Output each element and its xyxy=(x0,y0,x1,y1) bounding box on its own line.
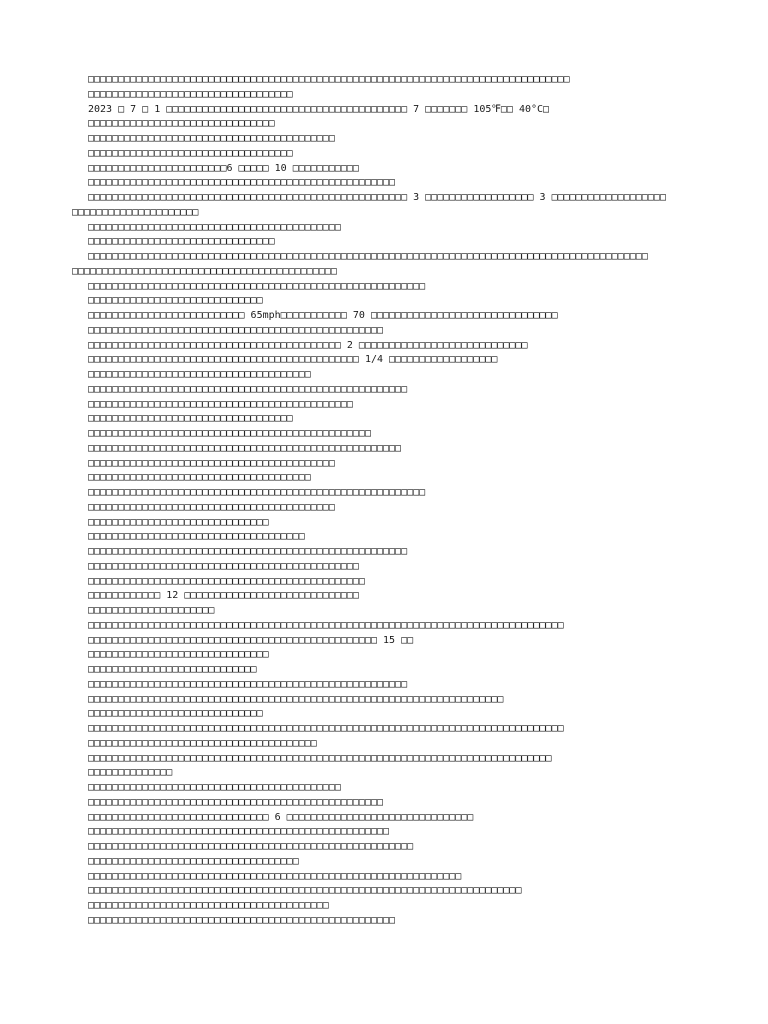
text-line: □□□□□□□□□□□□□□□□□□□□□□□□□□□□□□□□□□□□□□□□□□□□□□□□ 15 □□ xyxy=(88,634,414,646)
text-line: □□□□□□□□□□□□□□□□□□□□□□□□□□□□□ xyxy=(88,295,263,307)
text-line: □□□□□□□□□□□□□□□□□□□□□□□□□□□□□□□□□□□□□□□□□□□□□□□□□□□□□□ xyxy=(88,841,414,852)
text-line: □□□□□□□□□□□□□□ xyxy=(88,767,173,779)
text-line: □□□□□□□□□□□□□□□□□□□□□□□□□□□□□□□□□□□□□□□□□ xyxy=(88,501,335,513)
text-line: □□□□□□□□□□□□□□□□□□□□□□□□□□□□□□□□□□□□□ xyxy=(88,472,311,484)
text-line: □□□□□□□□□□□□□□□□□□□□□□□□□□□□□□□□□□□□□□□□□□□□□□□□□□ xyxy=(88,826,390,838)
text-line: □□□□□□□□□□□□□□□□□□□□□□□□□□□□□□□□□□□□□□□□□□□□□□□□□ xyxy=(88,796,384,808)
text-line: □□□□□□□□□□□□□□□□□□□□□□□□□□□□□□□□□□ xyxy=(88,147,293,159)
text-line: □□□□□□□□□□□□□□□□□□□□□□□□□□□□□□□□□□□□□□□□□□□□ xyxy=(88,398,353,410)
text-line: □□□□□□□□□□□□□□□□□□□□□□□□□□□□□□□□□□□□□□□□□□□□ xyxy=(72,265,337,277)
text-line: □□□□□□□□□□□□ 12 □□□□□□□□□□□□□□□□□□□□□□□□□□□□□ xyxy=(88,590,359,602)
text-line: □□□□□□□□□□□□□□□□□□□□□□□6 □□□□□ 10 □□□□□□□□□□□ xyxy=(88,162,359,174)
text-line: 2023 □ 7 □ 1 □□□□□□□□□□□□□□□□□□□□□□□□□□□□□□□□□□□□□□□□ 7 □□□□□□□ 105℉□□ 40°C□ xyxy=(88,103,550,115)
text-line: □□□□□□□□□□□□□□□□□□□□□□□□□□□□□□□□□□□□□□□□□□□□□□□□□□□□□ xyxy=(88,678,408,690)
text-line: □□□□□□□□□□□□□□□□□□□□□□□□□□□□□□□□□□□□□□□□□□□□□□□□□□□□□□□□□□□□□□□□□□□□□□□□□□□□□□□□□□□□□□□□□□□□□ xyxy=(88,251,648,262)
text-line: □□□□□□□□□□□□□□□□□□□□□□□□□□□□□□□□□□□□□□□□□□□□□□□□□□□□□□□□□□□□□□□□□□□□□□□□□□□□□□□ xyxy=(88,723,564,734)
text-line: □□□□□□□□□□□□□□□□□□□□□□□□□□□□□□□□□□□□□□□□□□□□□□□□□ xyxy=(88,324,384,336)
text-line: □□□□□□□□□□□□□□□□□□□□□□□□□□□□□□□□□□□□□□□□□□□□□□□□□□□□□□□□□□□□□□□□□□□□□□□□ xyxy=(88,885,522,897)
text-line: □□□□□□□□□□□□□□□□□□□□□□□□□□□□□□□□□□□□□□□□□□□□□□□□□□□□ xyxy=(88,442,402,454)
document-page xyxy=(0,73,768,929)
text-line: □□□□□□□□□□□□□□□□□□□□□□□□□□□□□□□□□□□□□□□□□□□□□□□□□□□□□□□□□□□□□□□□□□□□□□□□□□□□□ xyxy=(88,752,552,764)
text-line: □□□□□□□□□□□□□□□□□□□□□□□□□□□□□□□□□□□□□□□□□□□□□□□□□□□□□ 3 □□□□□□□□□□□□□□□□□□ 3 □□□□□□□□□□□□□□□□□□□ xyxy=(88,192,666,203)
text-line: □□□□□□□□□□□□□□□□□□□□□□□□□□□□□□□□□□ xyxy=(88,413,293,425)
text-line: □□□□□□□□□□□□□□□□□□□□□□□□□□□□□ xyxy=(88,708,263,720)
text-line: □□□□□□□□□□□□□□□□□□□□□□□□□□□□□□□□□□□□□□□□□□□□□□□□□□□□□□□□ xyxy=(88,487,426,498)
text-line: □□□□□□□□□□□□□□□□□□□□□□□□□□□□□□□□□□□□□□□□□□□□□□□□□□□□□□□□□□□□□□□□□□□□□□□□□□□□□□□ xyxy=(88,619,564,631)
text-line: □□□□□□□□□□□□□□□□□□□□□□□□□□□□□□□□□□□□□□□□ xyxy=(88,900,329,911)
text-line: □□□□□□□□□□□□□□□□□□□□□□□□□□□□□□ xyxy=(88,516,269,528)
text-line: □□□□□□□□□□□□□□□□□□□□□□□□□□□□□□ 6 □□□□□□□□□□□□□□□□□□□□□□□□□□□□□□□ xyxy=(88,811,474,823)
text-line: □□□□□□□□□□□□□□□□□□□□□□□□□□□□□□□□□□□□ xyxy=(88,531,305,543)
text-line: □□□□□□□□□□□□□□□□□□□□□□□□□□□□□□□□□□□□□□ xyxy=(88,737,317,749)
text-line: □□□□□□□□□□□□□□□□□□□□□□□□□□□□□□□□□□□□□□□□□□□□□□□ xyxy=(88,428,371,439)
text-line: □□□□□□□□□□□□□□□□□□□□□□□□□□□□□□□□□□□□□□□□□□□□□ 1/4 □□□□□□□□□□□□□□□□□□ xyxy=(88,354,498,366)
text-line: □□□□□□□□□□□□□□□□□□□□□□□□□□□□□□□□□□□□□□□□□□□□□ xyxy=(88,560,359,572)
text-line: □□□□□□□□□□□□□□□□□□□□□ xyxy=(88,605,215,616)
text-line: □□□□□□□□□□□□□□□□□□□□□□□□□□□□□□□ xyxy=(88,236,275,248)
text-line: □□□□□□□□□□□□□□□□□□□□□ xyxy=(72,206,199,218)
text-line: □□□□□□□□□□□□□□□□□□□□□□□□□□□□□□□□□□□□□□□□□□ xyxy=(88,782,341,793)
text-line: □□□□□□□□□□□□□□□□□□□□□□□□□□□□□□□□□□□□□□□□□□□□□□ xyxy=(88,575,365,587)
text-line: □□□□□□□□□□□□□□□□□□□□□□□□□□□□□□□□□□□□□□□□□□□□□□□□□□□□□□□□ xyxy=(88,280,426,292)
text-line: □□□□□□□□□□□□□□□□□□□□□□□□□□□□□□□□□□□□□□□□□□ 2 □□□□□□□□□□□□□□□□□□□□□□□□□□□□ xyxy=(88,339,528,351)
text-line: □□□□□□□□□□□□□□□□□□□□□□□□□□□□□□□□□□□□□□□□□□□□□□□□□□□□□ xyxy=(88,546,408,557)
text-line: □□□□□□□□□□□□□□□□□□□□□□□□□□□□□□□□□□□□□□□□□□□□□□□□□□□□□□□□□□□□□□ xyxy=(88,870,462,882)
text-line: □□□□□□□□□□□□□□□□□□□□□□□□□□□□□□□□□□□□□□□□□□□□□□□□□□□□□□□□□□□□□□□□□□□□□ xyxy=(88,693,504,705)
text-line: □□□□□□□□□□□□□□□□□□□□□□□□□□□□□□□□□□□□□□□□□□□□□□□□□□□ xyxy=(88,914,396,926)
text-line: □□□□□□□□□□□□□□□□□□□□□□□□□□□□□□□□□□□□□□□□□ xyxy=(88,133,335,144)
text-line: □□□□□□□□□□□□□□□□□□□□□□□□□□□□□□□□□□□□□ xyxy=(88,369,311,380)
text-line: □□□□□□□□□□□□□□□□□□□□□□□□□□□□□□□□□□□ xyxy=(88,855,299,867)
text-line: □□□□□□□□□□□□□□□□□□□□□□□□□□ 65mph□□□□□□□□□□□ 70 □□□□□□□□□□□□□□□□□□□□□□□□□□□□□□□ xyxy=(88,310,558,321)
text-line: □□□□□□□□□□□□□□□□□□□□□□□□□□□□□□□□□□□□□□□□□□ xyxy=(88,221,341,233)
text-line: □□□□□□□□□□□□□□□□□□□□□□□□□□□□□□□□□□ xyxy=(88,88,293,100)
text-line: □□□□□□□□□□□□□□□□□□□□□□□□□□□□□□□□□□□□□□□□□ xyxy=(88,457,335,469)
text-line: □□□□□□□□□□□□□□□□□□□□□□□□□□□□□□ xyxy=(88,649,269,661)
text-line: □□□□□□□□□□□□□□□□□□□□□□□□□□□□ xyxy=(88,664,257,675)
text-line: □□□□□□□□□□□□□□□□□□□□□□□□□□□□□□□□□□□□□□□□□□□□□□□□□□□□□□□□□□□□□□□□□□□□□□□□□□□□□□□□ xyxy=(88,74,570,85)
text-line: □□□□□□□□□□□□□□□□□□□□□□□□□□□□□□□ xyxy=(88,118,275,130)
text-line: □□□□□□□□□□□□□□□□□□□□□□□□□□□□□□□□□□□□□□□□□□□□□□□□□□□ xyxy=(88,177,396,189)
text-line: □□□□□□□□□□□□□□□□□□□□□□□□□□□□□□□□□□□□□□□□□□□□□□□□□□□□□ xyxy=(88,383,408,395)
